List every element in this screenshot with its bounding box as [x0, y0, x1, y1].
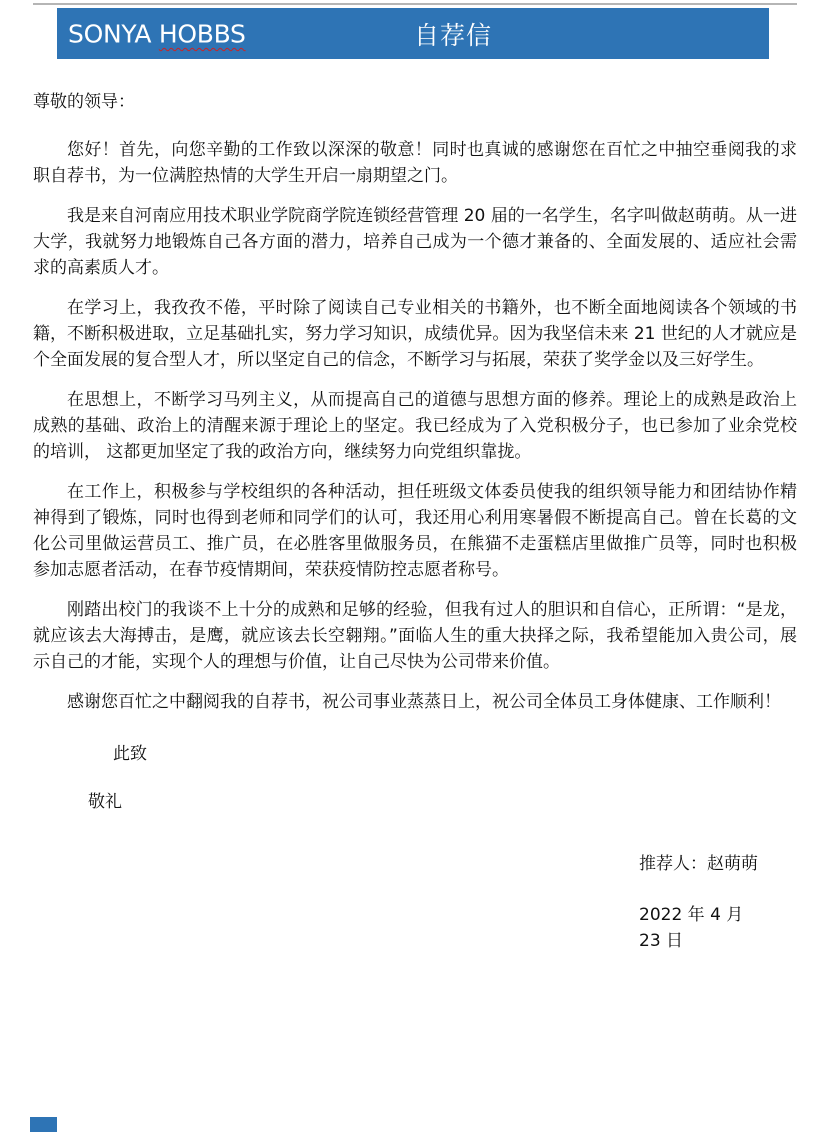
applicant-first-name: SONYA [68, 19, 152, 48]
applicant-name [68, 19, 246, 48]
letter-paragraph: 我是来自河南应用技术职业学院商学院连锁经营管理 20 届的一名学生，名字叫做赵萌萌。从一进大学，我就努力地锻炼自己各方面的潜力，培养自己成为一个德才兼备的、全面发展的、适应社会需求的高素质人才。 [33, 206, 797, 278]
closing-respect: 此致 [113, 744, 147, 764]
letter-body [33, 89, 797, 954]
footer-accent-square [30, 1117, 57, 1132]
letter-paragraph: 刚踏出校门的我谈不上十分的成熟和足够的经验，但我有过人的胆识和自信心，正所谓：“是龙，就应该去大海搏击，是鹰，就应该去长空翱翔。”面临人生的重大抉择之际，我希望能加入贵公司，展示自己的才能，实现个人的理想与价值，让自己尽快为公司带来价值。 [33, 600, 797, 672]
signature-date: 2022 年 4 月 23 日 [639, 905, 744, 951]
top-border-rule [33, 3, 797, 5]
signature-name: 推荐人：赵萌萌 [639, 854, 758, 874]
document-title: 自荐信 [413, 20, 493, 50]
letter-paragraph: 在思想上，不断学习马列主义，从而提高自己的道德与思想方面的修养。理论上的成熟是政治上成熟的基础、政治上的清醒来源于理论上的坚定。我已经成为了入党积极分子，也已参加了业余党校的培训， 这都更加坚定了我的政治方向，继续努力向党组织靠拢。 [33, 390, 797, 462]
closing-salute: 敬礼 [88, 792, 122, 812]
letter-paragraph: 感谢您百忙之中翻阅我的自荐书，祝公司事业蒸蒸日上，祝公司全体员工身体健康、工作顺利！ [67, 692, 781, 712]
letter-paragraph: 在工作上，积极参与学校组织的各种活动，担任班级文体委员使我的组织领导能力和团结协作精神得到了锻炼，同时也得到老师和同学们的认可，我还用心利用寒暑假不断提高自己。曾在长葛的文化公司里做运营员工、推广员，在必胜客里做服务员，在熊猫不走蛋糕店里做推广员等，同时也积极参加志愿者活动，在春节疫情期间，荣获疫情防控志愿者称号。 [33, 482, 797, 580]
applicant-last-name: HOBBS [158, 19, 246, 48]
letter-paragraph: 您好！首先，向您辛勤的工作致以深深的敬意！同时也真诚的感谢您在百忙之中抽空垂阅我的求职自荐书，为一位满腔热情的大学生开启一扇期望之门。 [33, 140, 797, 186]
header-banner [57, 8, 769, 59]
salutation: 尊敬的领导： [33, 92, 135, 112]
signature-block [639, 851, 769, 954]
letter-paragraph: 在学习上，我孜孜不倦，平时除了阅读自己专业相关的书籍外，也不断全面地阅读各个领域的书籍，不断积极进取，立足基础扎实，努力学习知识，成绩优异。因为我坚信未来 21 世纪的人才就应是个全面发展的复合型人才，所以坚定自己的信念，不断学习与拓展，荣获了奖学金以及三好学生。 [33, 298, 797, 370]
